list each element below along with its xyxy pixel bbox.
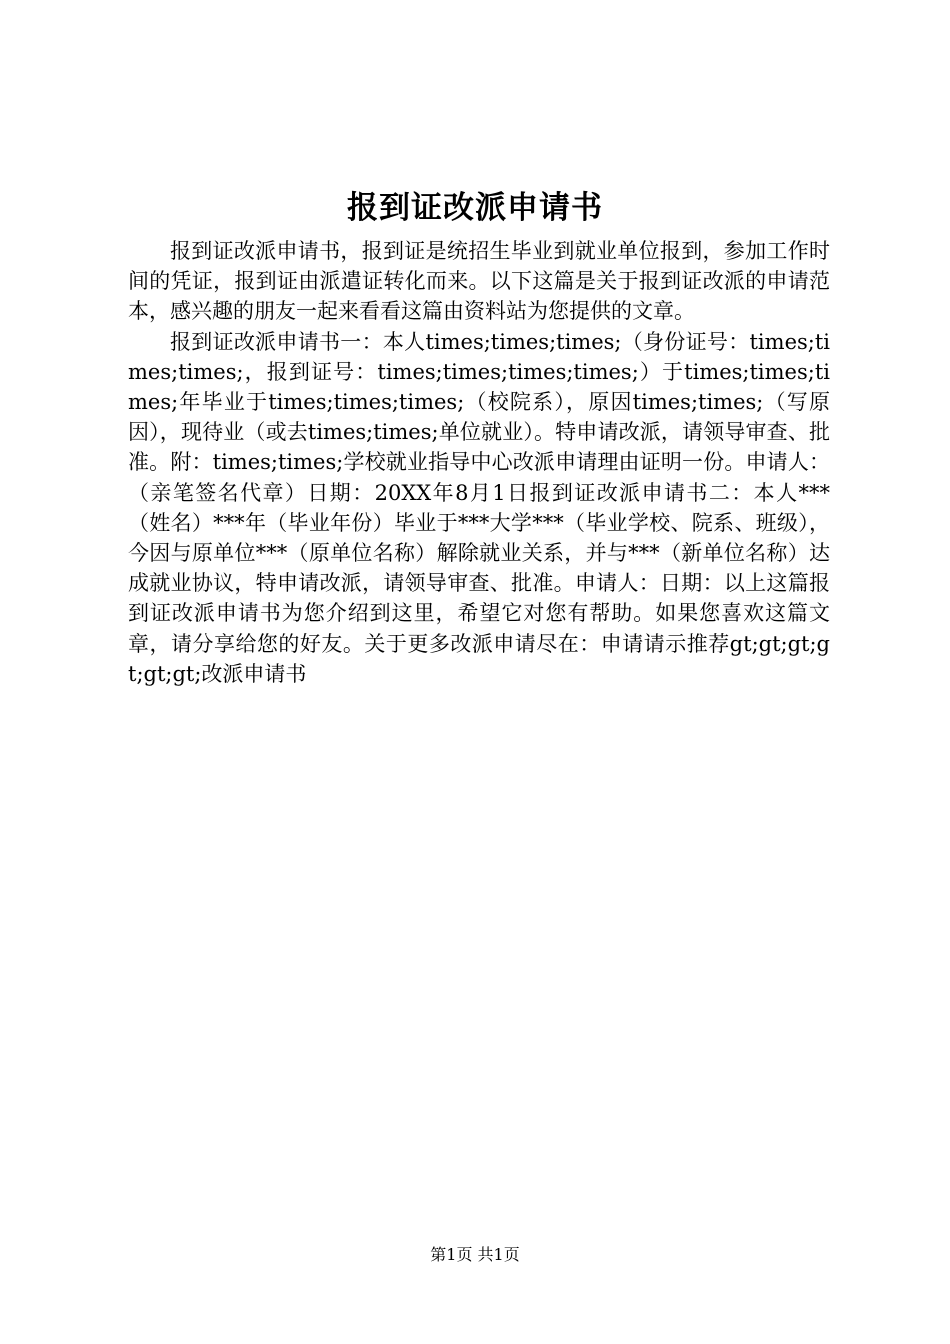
paragraph-intro: 报到证改派申请书，报到证是统招生毕业到就业单位报到，参加工作时间的凭证，报到证由派遣证转化而来。以下这篇是关于报到证改派的申请范本，感兴趣的朋友一起来看看这篇由资料站为您提供的文章。 bbox=[128, 239, 830, 324]
document-title: 报到证改派申请书 bbox=[347, 190, 603, 226]
document-body bbox=[128, 236, 830, 689]
page-footer: 第1页 共1页 bbox=[430, 1245, 520, 1264]
paragraph-main: 报到证改派申请书一：本人times;times;times;（身份证号：times;times;times;，报到证号：times;times;times;times;）于times;times;times;年毕业于times;times;times;（校院系），原因times;times;（写原因），现待业（或去times;times;单位就业）。特申请改派，请领导审查、批准。附：times;times;学校就业指导中心改派申请理由证明一份。申请人：（亲笔签名代章）日期：20XX年8月1日报到证改派申请书二：本人***（姓名）***年（毕业年份）毕业于***大学***（毕业学校、院系、班级），今因与原单位***（原单位名称）解除就业关系，并与***（新单位名称）达成就业协议，特申请改派，请领导审查、批准。申请人：日期：以上这篇报到证改派申请书为您介绍到这里，希望它对您有帮助。如果您喜欢这篇文章，请分享给您的好友。关于更多改派申请尽在：申请请示推荐gt;gt;gt;gt;gt;gt;改派申请书 bbox=[128, 329, 830, 686]
